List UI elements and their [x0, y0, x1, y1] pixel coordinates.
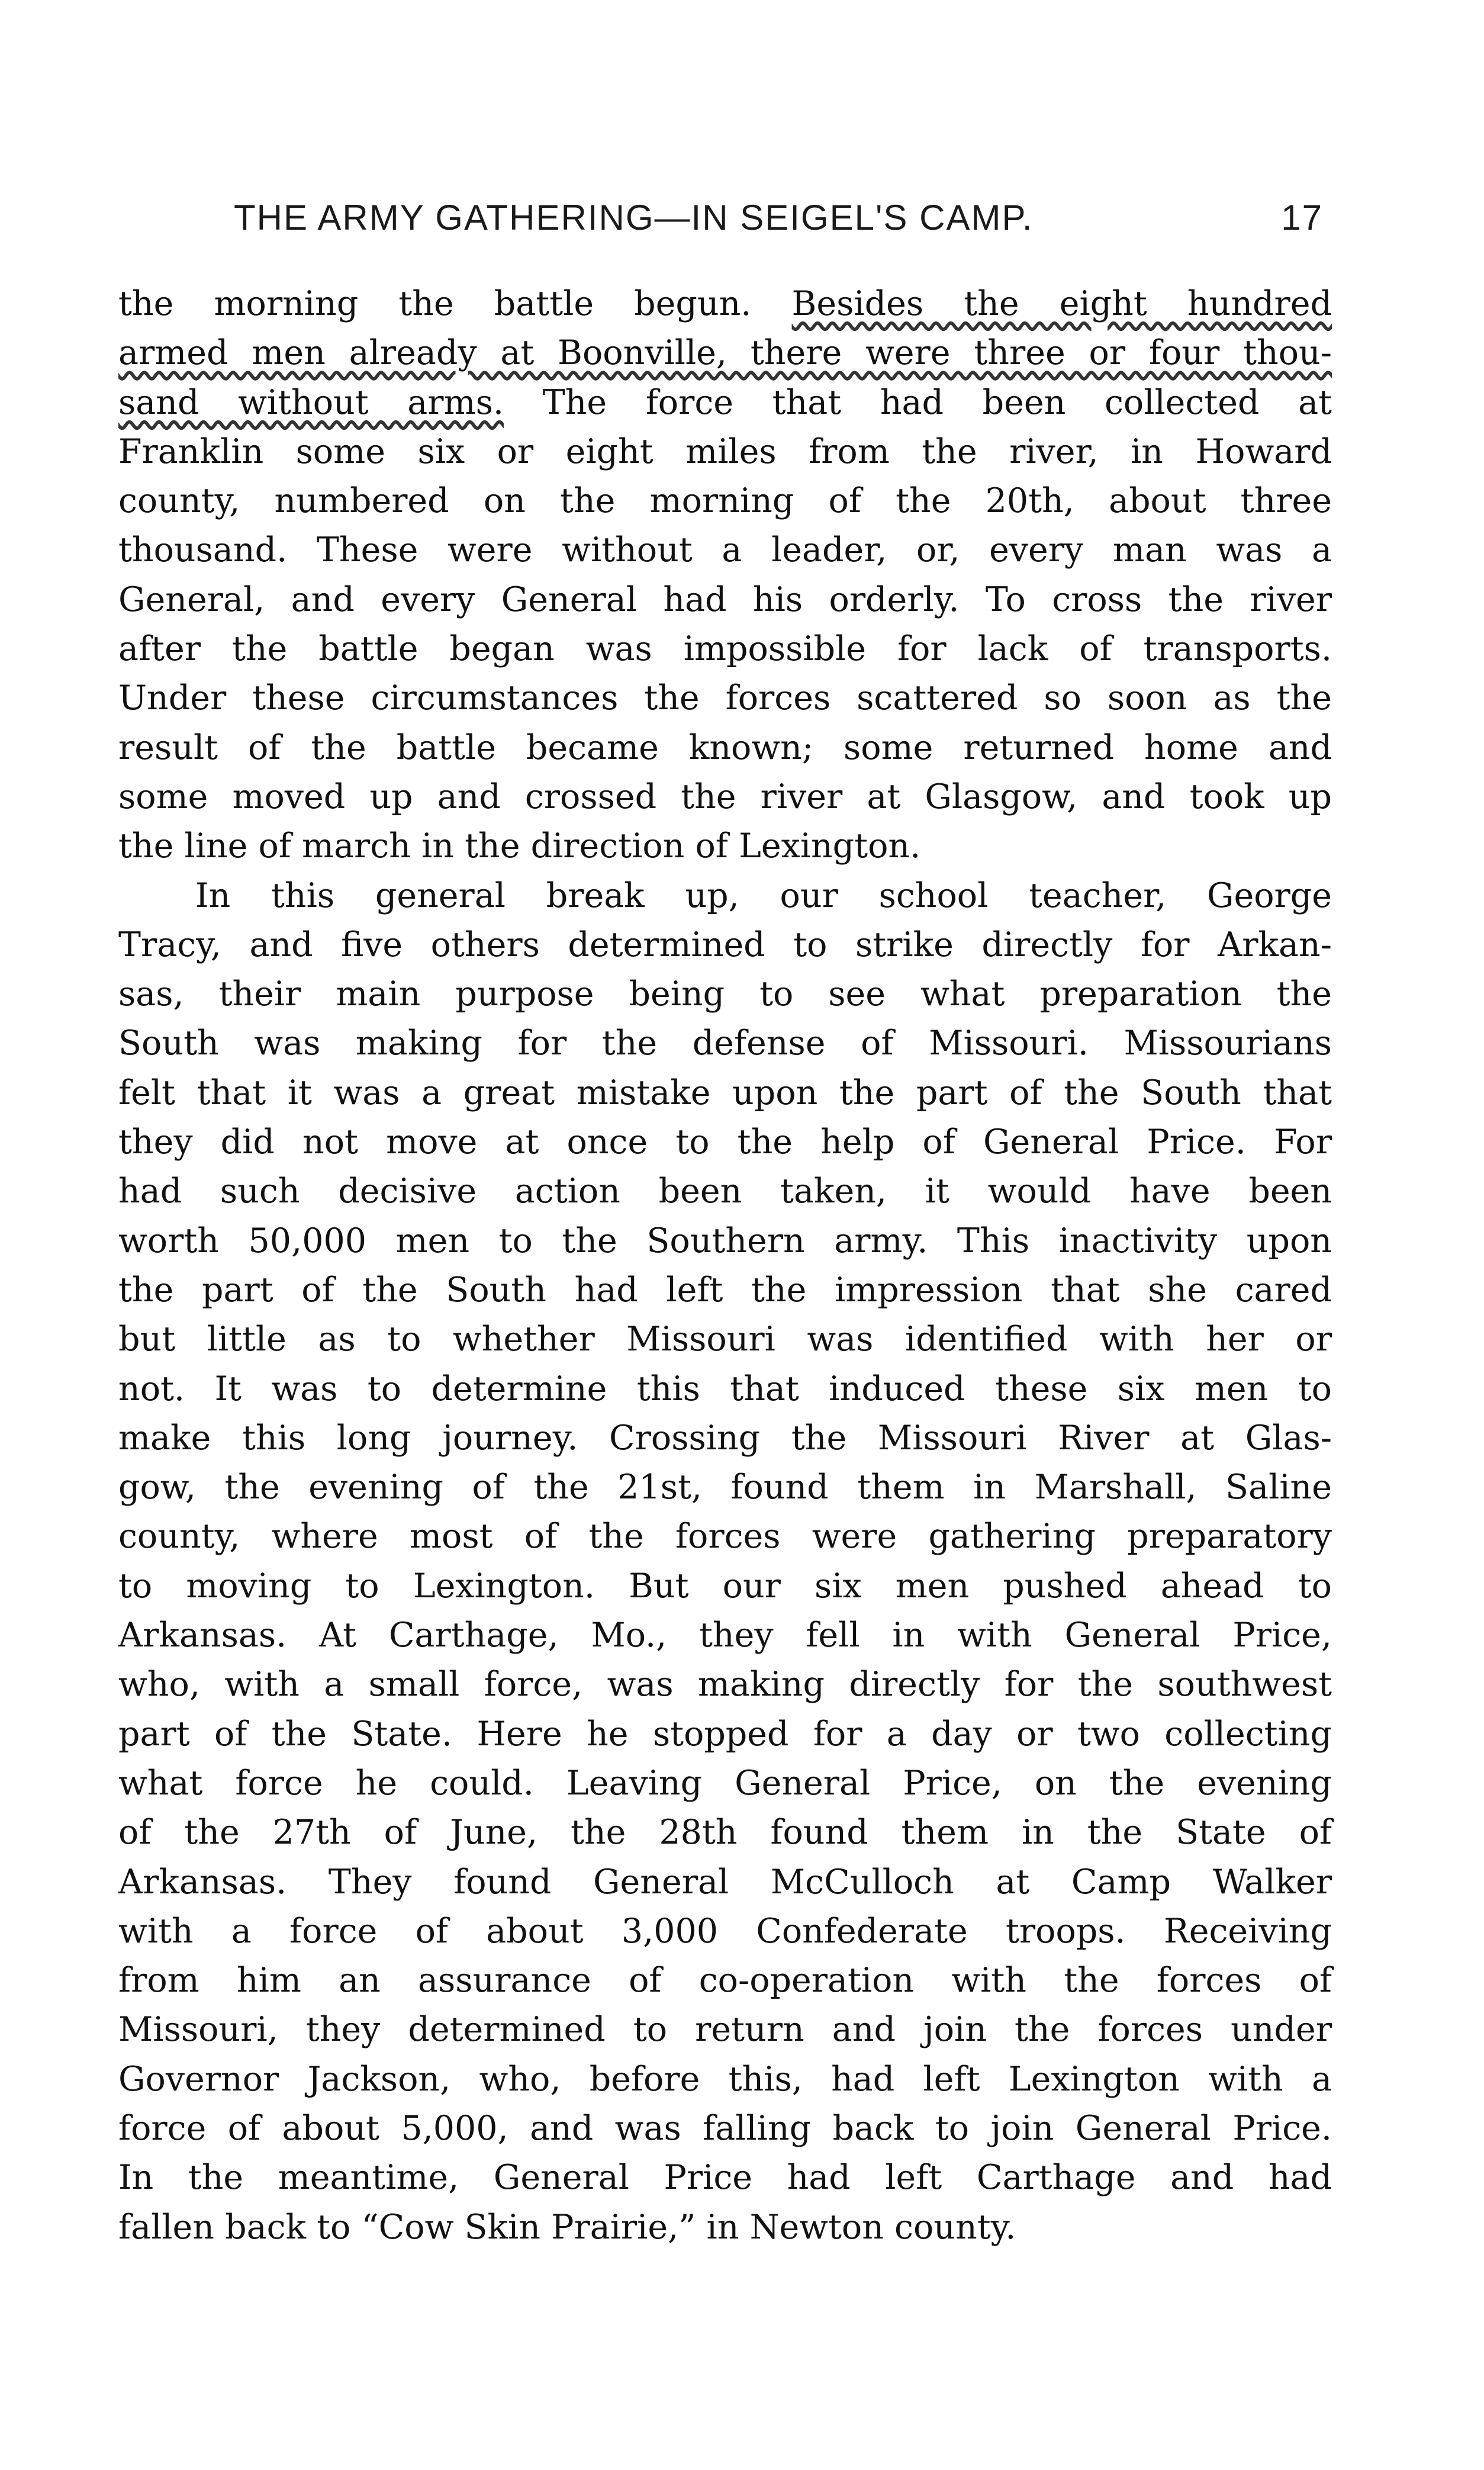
text-line — [118, 2203, 1332, 2252]
text-line — [118, 1463, 1332, 1512]
text-line — [118, 2153, 1332, 2202]
text-line — [118, 871, 1332, 921]
text-segment: In this general break up, our school teacher, George — [195, 876, 1332, 915]
text-segment: had such decisive action been taken, it would have been — [118, 1172, 1332, 1211]
text-segment: In the meantime, General Price had left Carthage and had — [118, 2158, 1332, 2198]
running-header — [234, 191, 1323, 244]
text-line — [118, 1217, 1332, 1266]
underlined-text: sand without arms. — [118, 382, 504, 422]
text-segment: with a force of about 3,000 Confederate troops. Receiving — [118, 1911, 1332, 1951]
text-line — [118, 921, 1332, 970]
text-line — [118, 575, 1332, 625]
text-line — [118, 1118, 1332, 1167]
text-segment: the line of march in the direction of Lexington. — [118, 826, 921, 866]
text-line — [118, 1167, 1332, 1216]
text-line — [118, 1019, 1332, 1068]
text-line — [118, 1315, 1332, 1364]
text-line — [118, 1907, 1332, 1956]
text-segment: The force that had been collected at — [503, 382, 1332, 422]
text-segment: county, numbered on the morning of the 20th, about three — [118, 481, 1332, 521]
text-line — [118, 1710, 1332, 1759]
text-segment: make this long journey. Crossing the Missouri River at Glas- — [118, 1418, 1332, 1458]
text-segment: felt that it was a great mistake upon the part of the South that — [118, 1073, 1332, 1112]
text-segment: Arkansas. At Carthage, Mo., they fell in with General Price, — [118, 1616, 1332, 1655]
text-segment: from him an assurance of co-operation with the forces of — [118, 1961, 1332, 2001]
text-segment: gow, the evening of the 21st, found them in Marshall, Saline — [118, 1468, 1332, 1507]
text-segment: sas, their main purpose being to see what preparation the — [118, 975, 1332, 1014]
text-line — [118, 773, 1332, 822]
text-segment: what force he could. Leaving General Price, on the evening — [118, 1763, 1332, 1803]
text-line — [118, 1858, 1332, 1907]
text-line — [118, 1512, 1332, 1561]
text-line — [118, 378, 1332, 427]
text-segment: some moved up and crossed the river at Glasgow, and took up — [118, 777, 1332, 816]
text-line — [118, 2005, 1332, 2054]
text-line — [118, 1365, 1332, 1414]
underlined-text: Besides the eight hundred — [791, 284, 1332, 323]
text-line — [118, 1808, 1332, 1857]
text-segment: South was making for the defense of Missouri. Missourians — [118, 1024, 1332, 1063]
text-segment: Under these circumstances the forces scattered so soon as the — [118, 678, 1332, 718]
text-segment: result of the battle became known; some returned home and — [118, 728, 1332, 767]
text-segment: of the 27th of June, the 28th found them in the State of — [118, 1813, 1332, 1852]
text-segment: Missouri, they determined to return and join the forces under — [118, 2010, 1332, 2050]
text-line — [118, 1611, 1332, 1660]
text-line — [118, 477, 1332, 526]
text-segment: part of the State. Here he stopped for a day or two collecting — [118, 1714, 1332, 1754]
text-line — [118, 2055, 1332, 2104]
text-segment: Franklin some six or eight miles from the river, in Howard — [118, 432, 1332, 471]
text-segment: Governor Jackson, who, before this, had left Lexington with a — [118, 2059, 1332, 2099]
body-text — [118, 279, 1332, 2252]
text-line — [118, 526, 1332, 575]
text-line — [118, 625, 1332, 674]
page-number: 17 — [1281, 197, 1323, 237]
text-segment: Tracy, and five others determined to strike directly for Arkan- — [118, 925, 1332, 964]
text-segment: who, with a small force, was making directly for the southwest — [118, 1665, 1332, 1704]
text-segment: worth 50,000 men to the Southern army. This inactivity upon — [118, 1221, 1332, 1260]
text-line — [118, 674, 1332, 723]
text-segment: Arkansas. They found General McCulloch at Camp Walker — [118, 1862, 1332, 1902]
text-line — [118, 1956, 1332, 2005]
text-line — [118, 1562, 1332, 1611]
text-line — [118, 1266, 1332, 1315]
text-segment: force of about 5,000, and was falling back to join General Price. — [118, 2108, 1332, 2148]
text-segment: thousand. These were without a leader, or, every man was a — [118, 530, 1332, 570]
text-line — [118, 1069, 1332, 1118]
text-segment: General, and every General had his orderly. To cross the river — [118, 580, 1332, 619]
text-segment: after the battle began was impossible for lack of transports. — [118, 629, 1332, 669]
text-segment: they did not move at once to the help of General Price. For — [118, 1123, 1332, 1162]
running-title: THE ARMY GATHERING—IN SEIGEL'S CAMP. — [234, 197, 1034, 237]
text-segment: fallen back to “Cow Skin Prairie,” in Newton county. — [118, 2207, 1016, 2247]
text-segment: the part of the South had left the impression that she cared — [118, 1270, 1332, 1310]
text-line — [118, 822, 1332, 871]
text-line — [118, 427, 1332, 477]
text-segment: not. It was to determine this that induced these six men to — [118, 1369, 1332, 1408]
text-line — [118, 279, 1332, 329]
underlined-text: armed men already at Boonville, there were three or four thou- — [118, 333, 1332, 373]
text-segment: but little as to whether Missouri was identified with her or — [118, 1320, 1332, 1359]
text-segment: county, where most of the forces were gathering preparatory — [118, 1517, 1332, 1556]
text-line — [118, 329, 1332, 378]
text-segment: the morning the battle begun. — [118, 284, 792, 323]
text-segment: to moving to Lexington. But our six men pushed ahead to — [118, 1566, 1332, 1606]
text-line — [118, 970, 1332, 1019]
text-line — [118, 1660, 1332, 1709]
text-line — [118, 723, 1332, 773]
text-line — [118, 2104, 1332, 2153]
text-line — [118, 1414, 1332, 1463]
text-line — [118, 1759, 1332, 1808]
